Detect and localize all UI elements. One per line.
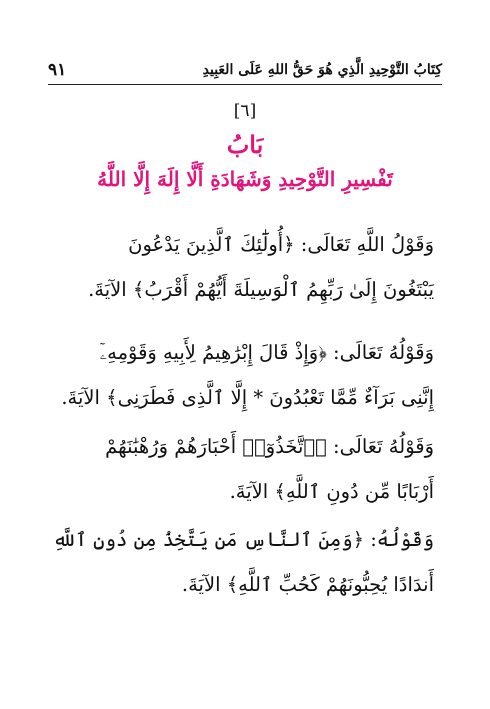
paragraph-line: إِنَّنِى بَرَآءٌ مِّمَّا تَعْبُدُونَ * إِلَّا ٱلَّذِى فَطَرَنِى﴾ الآيَةَ.: [61, 386, 434, 409]
section-number: [٦]: [233, 101, 257, 121]
page-number: ٩١: [48, 60, 67, 80]
paragraph-line: وَقَوْلُهُ: ﴿وَمِنَ ٱلنَّاسِ مَن يَتَّخِذُ مِن دُونِ ٱللَّهِ: [52, 528, 434, 551]
running-header: [48, 56, 442, 85]
paragraph-2: [56, 330, 434, 420]
paragraph-3: [56, 424, 434, 514]
chapter-label: بَابُ: [226, 130, 264, 159]
chapter-title: تَفْسِيرِ التَّوْحِيدِ وَشَهَادَةِ أَلَّا إِلَهَ إِلَّا اللَّهُ: [97, 167, 393, 191]
paragraph-line: أَندَادًا يُحِبُّونَهُمْ كَحُبِّ ٱللَّهِ﴾ الآيَةَ.: [181, 573, 434, 596]
paragraph-line: أَرْبَابًا مِّن دُونِ ٱللَّهِ﴾ الآيَةَ.: [229, 480, 434, 503]
running-title: كِتَابُ التَّوْحِيدِ الَّذِي هُوَ حَقُّ اللهِ عَلَى العَبِيدِ: [202, 62, 442, 78]
paragraph-line: وَقَوْلُهُ تَعَالَى: ﴿ٱتَّخَذُوٓا۟ أَحْبَارَهُمْ وَرُهْبَٰنَهُمْ: [105, 435, 434, 458]
paragraph-line: يَبْتَغُونَ إِلَىٰ رَبِّهِمُ ٱلْوَسِيلَةَ أَيُّهُمْ أَقْرَبُ﴾ الآيَةَ.: [88, 278, 434, 301]
paragraph-line: وَقَوْلُ اللَّهِ تَعَالَى: ﴿أُولَٰٓئِكَ ٱلَّذِينَ يَدْعُونَ: [128, 233, 434, 256]
paragraph-4: [52, 517, 434, 607]
paragraph-1: [56, 222, 434, 312]
paragraph-line: وَقَوْلُهُ تَعَالَى: ﴿وَإِذْ قَالَ إِبْرَٰهِيمُ لِأَبِيهِ وَقَوْمِهِۦٓ: [99, 341, 434, 364]
